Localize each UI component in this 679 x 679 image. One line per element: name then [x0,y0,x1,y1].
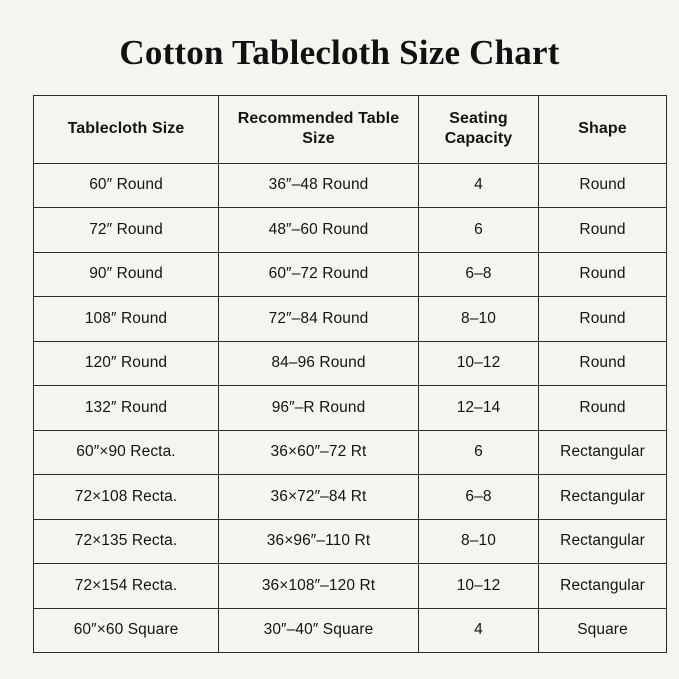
cell-seating-capacity: 4 [419,608,539,653]
cell-shape: Square [539,608,667,653]
cell-recommended-table-size: 72″–84 Round [219,297,419,342]
cell-seating-capacity: 10–12 [419,341,539,386]
cell-tablecloth-size: 90″ Round [34,252,219,297]
table-row [34,163,667,208]
cell-shape: Rectangular [539,475,667,520]
cell-recommended-table-size: 84–96 Round [219,341,419,386]
cell-tablecloth-size: 120″ Round [34,341,219,386]
cell-recommended-table-size: 60″–72 Round [219,252,419,297]
cell-seating-capacity: 12–14 [419,386,539,431]
cell-tablecloth-size: 60″ Round [34,163,219,208]
cell-seating-capacity: 6–8 [419,475,539,520]
cell-shape: Round [539,341,667,386]
column-header-shape: Shape [539,95,667,163]
tablecloth-size-table [33,95,667,654]
cell-tablecloth-size: 60″×60 Square [34,608,219,653]
cell-recommended-table-size: 48″–60 Round [219,208,419,253]
cell-tablecloth-size: 108″ Round [34,297,219,342]
cell-recommended-table-size: 36×96″–110 Rt [219,519,419,564]
cell-shape: Round [539,163,667,208]
table-row [34,297,667,342]
column-header-seating-capacity: Seating Capacity [419,95,539,163]
cell-tablecloth-size: 72×135 Recta. [34,519,219,564]
cell-recommended-table-size: 36″–48 Round [219,163,419,208]
cell-shape: Round [539,297,667,342]
cell-recommended-table-size: 36×72″–84 Rt [219,475,419,520]
cell-seating-capacity: 6–8 [419,252,539,297]
cell-tablecloth-size: 60″×90 Recta. [34,430,219,475]
table-row [34,341,667,386]
cell-seating-capacity: 6 [419,430,539,475]
cell-shape: Rectangular [539,519,667,564]
cell-seating-capacity: 6 [419,208,539,253]
cell-shape: Round [539,386,667,431]
table-header-row [34,95,667,163]
table-row [34,519,667,564]
table-row [34,564,667,609]
table-row [34,430,667,475]
cell-recommended-table-size: 30″–40″ Square [219,608,419,653]
cell-seating-capacity: 8–10 [419,297,539,342]
table-row [34,252,667,297]
cell-recommended-table-size: 36×60″–72 Rt [219,430,419,475]
cell-tablecloth-size: 132″ Round [34,386,219,431]
table-row [34,608,667,653]
cell-shape: Rectangular [539,430,667,475]
cell-tablecloth-size: 72×108 Recta. [34,475,219,520]
column-header-tablecloth-size: Tablecloth Size [34,95,219,163]
table-row [34,475,667,520]
cell-tablecloth-size: 72×154 Recta. [34,564,219,609]
cell-seating-capacity: 4 [419,163,539,208]
column-header-recommended-table-size: Recommended Table Size [219,95,419,163]
cell-shape: Rectangular [539,564,667,609]
cell-recommended-table-size: 36×108″–120 Rt [219,564,419,609]
cell-recommended-table-size: 96″–R Round [219,386,419,431]
cell-seating-capacity: 8–10 [419,519,539,564]
page-title: Cotton Tablecloth Size Chart [119,33,560,72]
cell-shape: Round [539,252,667,297]
cell-shape: Round [539,208,667,253]
cell-tablecloth-size: 72″ Round [34,208,219,253]
table-row [34,208,667,253]
cell-seating-capacity: 10–12 [419,564,539,609]
table-row [34,386,667,431]
